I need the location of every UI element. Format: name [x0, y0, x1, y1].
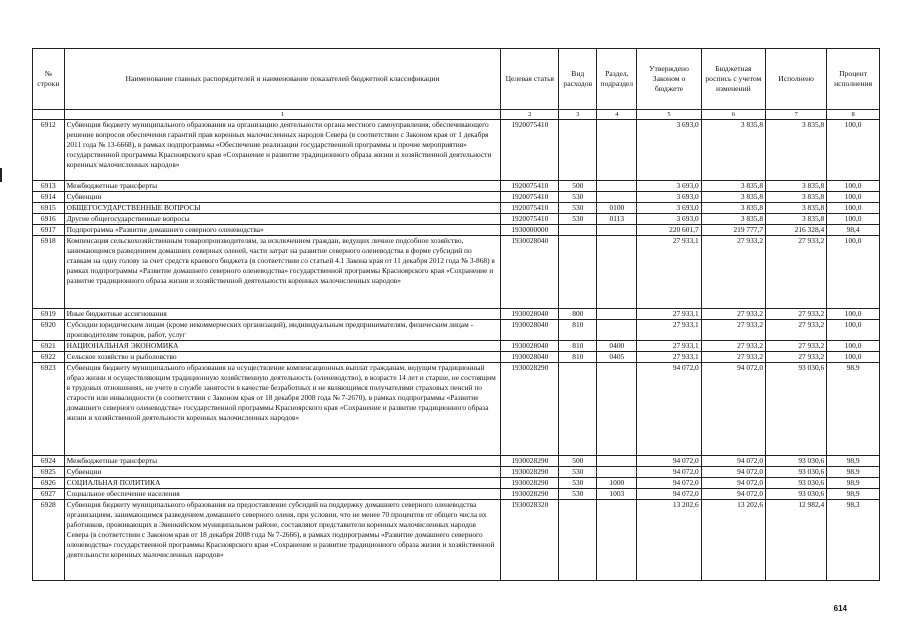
table-row [33, 203, 880, 214]
row-kind: 530 [559, 489, 597, 500]
table-row [33, 214, 880, 225]
row-kind [559, 236, 597, 309]
row-budget: 94 072,0 [701, 456, 765, 467]
row-executed: 216 328,4 [766, 225, 827, 236]
row-target: 1930028040 [501, 341, 559, 352]
row-executed: 93 030,6 [766, 478, 827, 489]
row-executed: 12 982,4 [766, 500, 827, 581]
row-executed: 3 835,8 [766, 181, 827, 192]
row-percent: 100,0 [827, 192, 880, 203]
header-executed: Исполнено [766, 49, 827, 110]
row-name: Иные бюджетные ассигнования [64, 309, 501, 320]
row-target: 1930028040 [501, 352, 559, 363]
row-number: 6913 [33, 181, 65, 192]
row-number: 6918 [33, 236, 65, 309]
row-percent: 98,9 [827, 467, 880, 478]
row-kind: 810 [559, 320, 597, 341]
row-target: 1920075410 [501, 214, 559, 225]
row-percent: 100,0 [827, 120, 880, 181]
row-approved: 27 933,1 [637, 309, 701, 320]
row-kind [559, 225, 597, 236]
row-target: 1930028290 [501, 467, 559, 478]
row-budget: 94 072,0 [701, 478, 765, 489]
col-number: 7 [766, 110, 827, 120]
row-approved: 27 933,1 [637, 236, 701, 309]
row-percent: 98,9 [827, 363, 880, 456]
row-name: Компенсация сельскохозяйственным товаропроизводителям, за исключением граждан, ведущих личное подсобное хозяйство, занимающимся разведением домашних северных оленей, части затрат на развитие северного оленеводства в форме субсидий по ставкам на одну голову за счет средств краевого бюджета (в соответствии со статьей 4.1 Закона края от 11 декабря 2012 года № 3-868) в рамках подпрограммы «Развитие домашнего северного оленеводства» государственной программы Красноярского края «Сохранение и развитие традиционного образа жизни и хозяйственной деятельности коренных малочисленных народов» [64, 236, 501, 309]
row-kind: 810 [559, 341, 597, 352]
row-target: 1930028320 [501, 500, 559, 581]
row-percent: 100,0 [827, 181, 880, 192]
row-approved: 27 933,1 [637, 320, 701, 341]
row-name: Межбюджетные трансферты [64, 181, 501, 192]
row-kind: 530 [559, 467, 597, 478]
row-executed: 27 933,2 [766, 352, 827, 363]
row-executed: 3 835,8 [766, 203, 827, 214]
row-approved: 3 693,0 [637, 203, 701, 214]
row-number: 6915 [33, 203, 65, 214]
row-approved: 3 693,0 [637, 120, 701, 181]
header-kind: Вид расходов [559, 49, 597, 110]
row-target: 1930028040 [501, 320, 559, 341]
row-section [597, 456, 637, 467]
row-target: 1920075410 [501, 181, 559, 192]
header-percent: Процент исполнения [827, 49, 880, 110]
col-number: 2 [501, 110, 559, 120]
row-kind [559, 120, 597, 181]
row-section: 1003 [597, 489, 637, 500]
row-approved: 13 202,6 [637, 500, 701, 581]
row-kind: 530 [559, 192, 597, 203]
row-name: ОБЩЕГОСУДАРСТВЕННЫЕ ВОПРОСЫ [64, 203, 501, 214]
row-budget: 94 072,0 [701, 363, 765, 456]
row-kind: 530 [559, 214, 597, 225]
table-row [33, 192, 880, 203]
row-section: 0113 [597, 214, 637, 225]
row-target: 1920075410 [501, 192, 559, 203]
row-approved: 27 933,1 [637, 341, 701, 352]
row-number: 6920 [33, 320, 65, 341]
row-number: 6912 [33, 120, 65, 181]
row-executed: 27 933,2 [766, 236, 827, 309]
row-approved: 94 072,0 [637, 478, 701, 489]
row-number: 6926 [33, 478, 65, 489]
row-approved: 94 072,0 [637, 489, 701, 500]
row-approved: 3 693,0 [637, 214, 701, 225]
row-section: 0100 [597, 203, 637, 214]
table-row [33, 341, 880, 352]
table-row [33, 363, 880, 456]
row-percent: 100,0 [827, 309, 880, 320]
row-number: 6919 [33, 309, 65, 320]
row-percent: 100,0 [827, 214, 880, 225]
col-number: 8 [827, 110, 880, 120]
header-row [33, 49, 880, 110]
row-executed: 27 933,2 [766, 320, 827, 341]
row-budget: 27 933,2 [701, 309, 765, 320]
row-kind: 530 [559, 478, 597, 489]
row-approved: 27 933,1 [637, 352, 701, 363]
row-section [597, 192, 637, 203]
row-budget: 27 933,2 [701, 236, 765, 309]
table-row [33, 120, 880, 181]
page-number: 614 [833, 604, 847, 613]
row-section: 1000 [597, 478, 637, 489]
row-budget: 13 202,6 [701, 500, 765, 581]
row-number: 6925 [33, 467, 65, 478]
row-number: 6922 [33, 352, 65, 363]
row-kind: 500 [559, 181, 597, 192]
row-budget: 94 072,0 [701, 489, 765, 500]
row-kind [559, 500, 597, 581]
table-body [33, 120, 880, 581]
col-number [33, 110, 65, 120]
table-row [33, 500, 880, 581]
row-percent: 100,0 [827, 236, 880, 309]
row-budget: 3 835,8 [701, 192, 765, 203]
row-name: Межбюджетные трансферты [64, 456, 501, 467]
row-name: Социальное обеспечение населения [64, 489, 501, 500]
row-section [597, 181, 637, 192]
row-percent: 98,4 [827, 225, 880, 236]
row-budget: 27 933,2 [701, 352, 765, 363]
row-section [597, 500, 637, 581]
header-name: Наименование главных распорядителей и наименование показателей бюджетной классификации [64, 49, 501, 110]
row-target: 1930028290 [501, 363, 559, 456]
row-name: Подпрограмма «Развитие домашнего северного оленеводства» [64, 225, 501, 236]
row-kind: 530 [559, 203, 597, 214]
row-approved: 94 072,0 [637, 467, 701, 478]
table-row [33, 489, 880, 500]
row-approved: 94 072,0 [637, 456, 701, 467]
row-budget: 27 933,2 [701, 341, 765, 352]
row-approved: 3 693,0 [637, 181, 701, 192]
row-percent: 98,9 [827, 478, 880, 489]
row-executed: 27 933,2 [766, 309, 827, 320]
row-approved: 94 072,0 [637, 363, 701, 456]
row-percent: 98,9 [827, 489, 880, 500]
row-executed: 93 030,6 [766, 489, 827, 500]
row-section [597, 363, 637, 456]
row-number: 6924 [33, 456, 65, 467]
row-name: Субвенция бюджету муниципального образования на организацию деятельности органа местного самоуправления, обеспечивающего решение вопросов обеспечения гарантий прав коренных малочисленных народов Севера (в соответствии с Законом края от 1 декабря 2011 года № 13-6668), в рамках подпрограммы «Обеспечение реализации государственной программы и прочие мероприятия» государственной программы Красноярского края «Сохранение и развитие традиционного образа жизни и хозяйственной деятельности коренных малочисленных народов» [64, 120, 501, 181]
budget-execution-table [32, 48, 880, 581]
row-section [597, 467, 637, 478]
row-number: 6916 [33, 214, 65, 225]
table-row [33, 478, 880, 489]
row-executed: 3 835,8 [766, 214, 827, 225]
row-percent: 100,0 [827, 341, 880, 352]
table-row [33, 309, 880, 320]
row-section [597, 320, 637, 341]
table-row [33, 320, 880, 341]
row-target: 1930028290 [501, 489, 559, 500]
row-percent: 98,3 [827, 500, 880, 581]
row-name: Субвенции [64, 192, 501, 203]
row-name: Субсидии юридическим лицам (кроме некоммерческих организаций), индивидуальным предпринимателям, физическим лицам - производителям товаров, работ, услуг [64, 320, 501, 341]
row-section [597, 120, 637, 181]
row-name: Субвенции [64, 467, 501, 478]
header-budget-list: Бюджетная роспись с учетом изменений [701, 49, 765, 110]
column-number-row [33, 110, 880, 120]
row-budget: 3 835,8 [701, 120, 765, 181]
row-executed: 3 835,8 [766, 192, 827, 203]
row-percent: 100,0 [827, 203, 880, 214]
row-section [597, 309, 637, 320]
table-row [33, 236, 880, 309]
row-name: Субвенция бюджету муниципального образования на осуществление компенсационных выплат гражданам, ведущим традиционный образ жизни и осуществляющим традиционную хозяйственную деятельность (оленеводство), в возрасте 14 лет и старше, не состоящим в трудовых отношениях, не учете в службе занятости в качестве безработных и не являющимся получателями страховых пенсий по старости или инвалидности (в соответствии с Законом края от 18 декабря 2008 года № 7-2670), в рамках подпрограммы «Развитие домашнего северного оленеводства» государственной программы Красноярского края «Сохранение и развитие традиционного образа жизни и хозяйственной деятельности коренных малочисленных народов» [64, 363, 501, 456]
budget-table-sheet [32, 48, 880, 581]
table-row [33, 456, 880, 467]
row-budget: 3 835,8 [701, 181, 765, 192]
row-target: 1930028040 [501, 309, 559, 320]
row-budget: 3 835,8 [701, 214, 765, 225]
row-number: 6928 [33, 500, 65, 581]
row-kind [559, 363, 597, 456]
row-executed: 3 835,8 [766, 120, 827, 181]
row-executed: 93 030,6 [766, 456, 827, 467]
row-number: 6917 [33, 225, 65, 236]
header-section: Раздел, подраздел [597, 49, 637, 110]
table-row [33, 225, 880, 236]
row-executed: 27 933,2 [766, 341, 827, 352]
header-approved: Утверждено Законом о бюджете [637, 49, 701, 110]
table-row [33, 181, 880, 192]
col-number: 1 [64, 110, 501, 120]
row-name: НАЦИОНАЛЬНАЯ ЭКОНОМИКА [64, 341, 501, 352]
row-kind: 500 [559, 456, 597, 467]
row-budget: 94 072,0 [701, 467, 765, 478]
row-kind: 810 [559, 352, 597, 363]
row-name: СОЦИАЛЬНАЯ ПОЛИТИКА [64, 478, 501, 489]
row-executed: 93 030,6 [766, 467, 827, 478]
row-number: 6914 [33, 192, 65, 203]
row-kind: 800 [559, 309, 597, 320]
col-number: 3 [559, 110, 597, 120]
header-target: Целевая статья [501, 49, 559, 110]
row-name: Субвенция бюджету муниципального образования на предоставление субсидий на поддержку домашнего северного оленеводства организациям, занимающимся разведением домашнего северного оленя, при условии, что не менее 70 процентов от общего числа их работников, проживающих в Эвенкийском муниципальном районе, составляют представители коренных малочисленных народов Севера (в соответствии с Законом края от 18 декабря 2008 года № 7-2666), в рамках подпрограммы «Развитие домашнего северного оленеводства» государственной программы Красноярского края «Сохранение и развитие традиционного образа жизни и хозяйственной деятельности коренных малочисленных народов» [64, 500, 501, 581]
row-section [597, 236, 637, 309]
row-target: 1930028290 [501, 478, 559, 489]
row-approved: 220 601,7 [637, 225, 701, 236]
header-row-no: № строки [33, 49, 65, 110]
row-target: 1930000000 [501, 225, 559, 236]
row-section: 0400 [597, 341, 637, 352]
table-row [33, 467, 880, 478]
row-name: Другие общегосударственные вопросы [64, 214, 501, 225]
row-section [597, 225, 637, 236]
row-name: Сельское хозяйство и рыболовство [64, 352, 501, 363]
row-number: 6927 [33, 489, 65, 500]
row-percent: 98,9 [827, 456, 880, 467]
margin-mark [0, 168, 2, 182]
row-percent: 100,0 [827, 352, 880, 363]
row-number: 6923 [33, 363, 65, 456]
table-row [33, 352, 880, 363]
col-number: 6 [701, 110, 765, 120]
row-executed: 93 030,6 [766, 363, 827, 456]
row-number: 6921 [33, 341, 65, 352]
col-number: 4 [597, 110, 637, 120]
row-budget: 27 933,2 [701, 320, 765, 341]
row-percent: 100,0 [827, 320, 880, 341]
row-target: 1920075410 [501, 203, 559, 214]
row-approved: 3 693,0 [637, 192, 701, 203]
row-budget: 3 835,8 [701, 203, 765, 214]
col-number: 5 [637, 110, 701, 120]
row-target: 1930028290 [501, 456, 559, 467]
row-target: 1920075410 [501, 120, 559, 181]
row-budget: 219 777,7 [701, 225, 765, 236]
row-section: 0405 [597, 352, 637, 363]
row-target: 1930028040 [501, 236, 559, 309]
